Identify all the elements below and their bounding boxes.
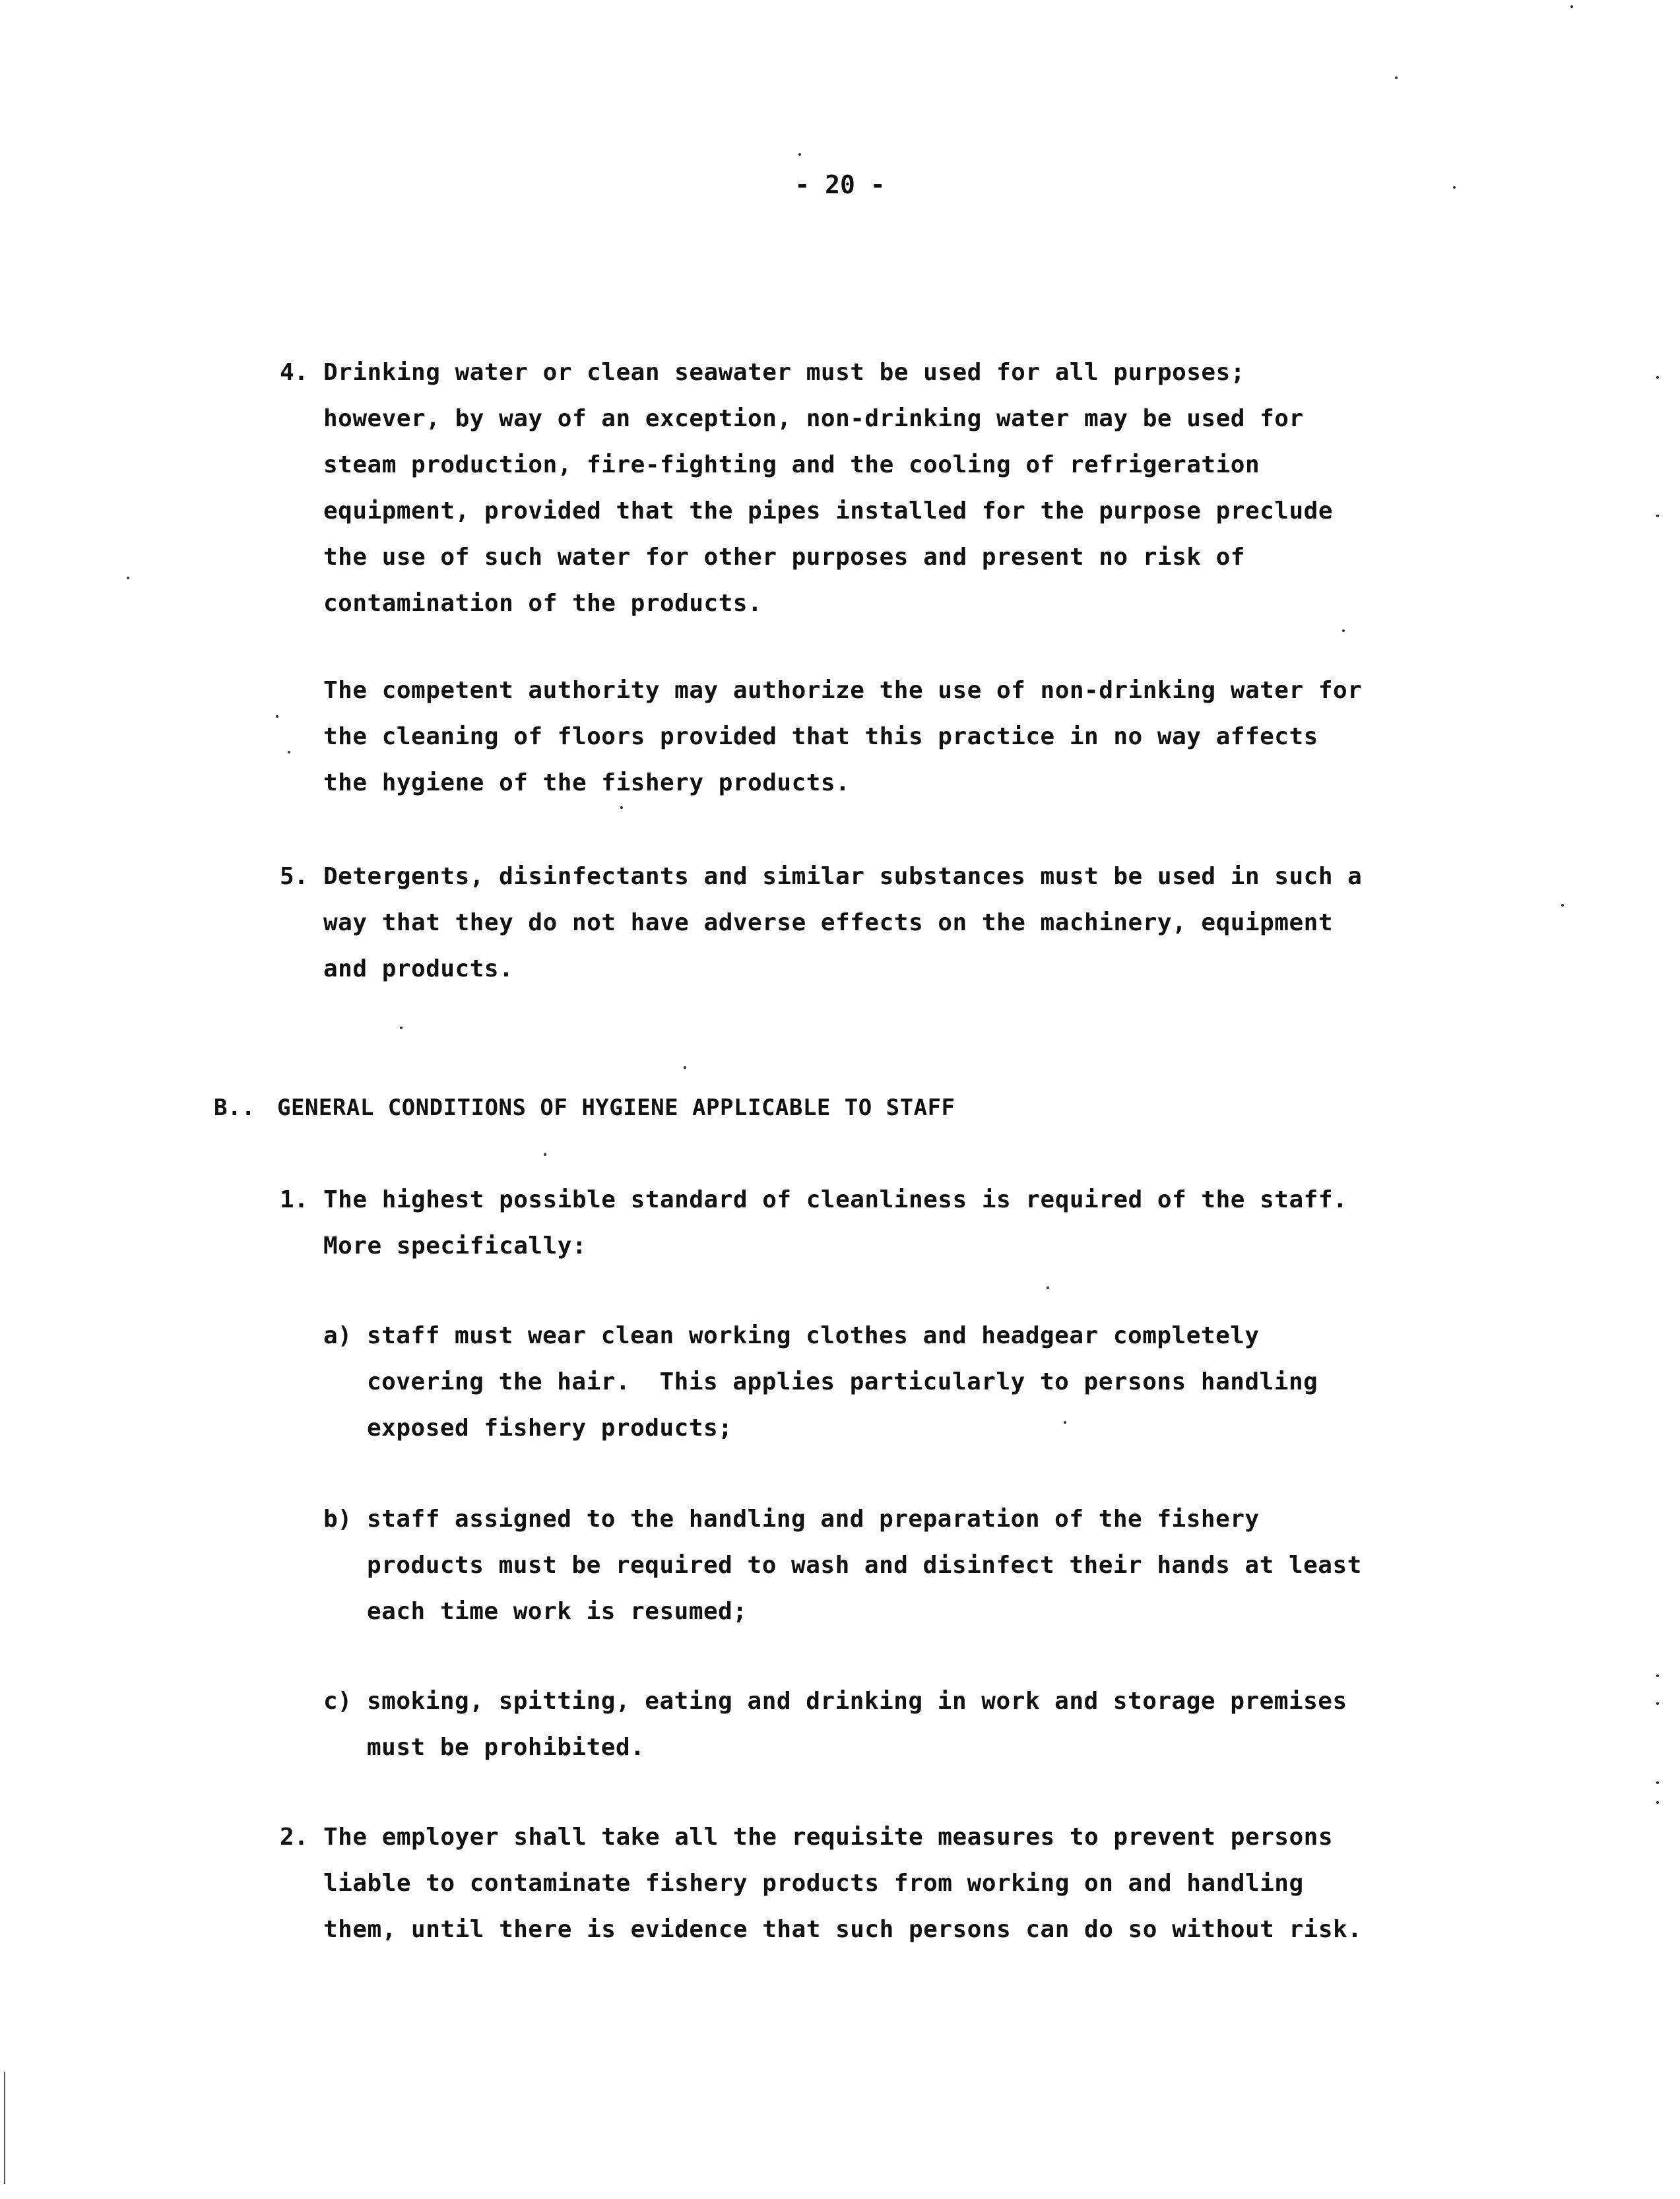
scan-speck [127,577,129,579]
scan-speck [1047,1287,1049,1289]
section-b-item-2-marker: 2. [280,1824,309,1851]
section-b-title: GENERAL CONDITIONS OF HYGIENE APPLICABLE TO STAFF [277,1095,955,1121]
scan-speck [288,751,290,753]
item-5-line: Detergents, disinfectants and similar substances must be used in such a [323,863,1363,890]
subitem-b-line: staff assigned to the handling and preparation of the fishery [367,1506,1260,1533]
item-4-line: equipment, provided that the pipes installed for the purpose preclude [323,497,1333,525]
scan-speck [1453,186,1456,189]
item-4-para2-line: the hygiene of the fishery products. [323,769,851,796]
page-number: - 20 - [794,170,886,199]
item-4-paragraph-2 [323,668,1362,806]
scan-speck [1656,1801,1659,1804]
scan-speck [684,1066,686,1069]
scan-speck [1570,5,1573,8]
scan-edge-line [4,2072,5,2184]
item-4-para2-line: The competent authority may authorize the use of non-drinking water for [323,677,1363,704]
scan-speck [1561,904,1564,907]
subitem-c-line: smoking, spitting, eating and drinking in work and storage premises [367,1688,1347,1715]
scan-speck [276,715,278,718]
section-b-item-1-marker: 1. [280,1186,309,1213]
scan-speck [1656,1702,1659,1705]
scan-speck [400,1027,403,1029]
item-4-line: Drinking water or clean seawater must be used for all purposes; [323,359,1245,386]
item-4-line: the use of such water for other purposes and present no risk of [323,544,1245,571]
item-5-marker: 5. [280,863,309,890]
section-b-item-2-paragraph [323,1814,1362,1953]
subitem-b-line: each time work is resumed; [367,1598,748,1625]
item-5-line: way that they do not have adverse effects on the machinery, equipment [323,909,1333,936]
subitem-a-marker: a) [323,1322,352,1349]
subitem-a-line: staff must wear clean working clothes and headgear completely [367,1322,1260,1349]
subitem-a-paragraph [367,1313,1318,1451]
section-b-item-1-paragraph [323,1177,1347,1269]
section-b-item-2-line: them, until there is evidence that such persons can do so without risk. [323,1916,1363,1943]
subitem-a-line: covering the hair. This applies particularly to persons handling [367,1368,1318,1395]
scan-speck [1656,1674,1659,1677]
section-b-marker: B.. [214,1095,255,1121]
scan-speck [1656,1781,1659,1784]
scan-speck [1342,629,1345,632]
item-4-line: however, by way of an exception, non-drinking water may be used for [323,405,1304,432]
item-5-paragraph [323,854,1362,992]
item-4-marker: 4. [280,359,309,386]
subitem-b-paragraph [367,1496,1362,1635]
scan-speck [1395,77,1398,79]
section-b-item-2-line: liable to contaminate fishery products from working on and handling [323,1870,1304,1897]
scan-speck [1064,1421,1066,1424]
subitem-b-marker: b) [323,1506,352,1533]
scan-speck [798,153,801,156]
item-4-line: contamination of the products. [323,590,763,617]
subitem-c-paragraph [367,1678,1347,1771]
scan-speck [620,806,623,809]
subitem-c-marker: c) [323,1688,352,1715]
subitem-b-line: products must be required to wash and disinfect their hands at least [367,1552,1362,1579]
subitem-c-line: must be prohibited. [367,1734,645,1761]
scan-speck [1656,376,1659,379]
subitem-a-line: exposed fishery products; [367,1415,733,1442]
scan-speck [1656,515,1659,517]
scan-speck [544,1153,546,1156]
section-b-item-2-line: The employer shall take all the requisite measures to prevent persons [323,1824,1333,1851]
item-4-paragraph [323,350,1333,627]
item-4-line: steam production, fire-fighting and the cooling of refrigeration [323,451,1260,478]
item-5-line: and products. [323,955,514,982]
section-b-item-1-line: The highest possible standard of cleanliness is required of the staff. [323,1186,1348,1213]
section-b-item-1-line: More specifically: [323,1232,587,1259]
item-4-para2-line: the cleaning of floors provided that this practice in no way affects [323,723,1318,750]
